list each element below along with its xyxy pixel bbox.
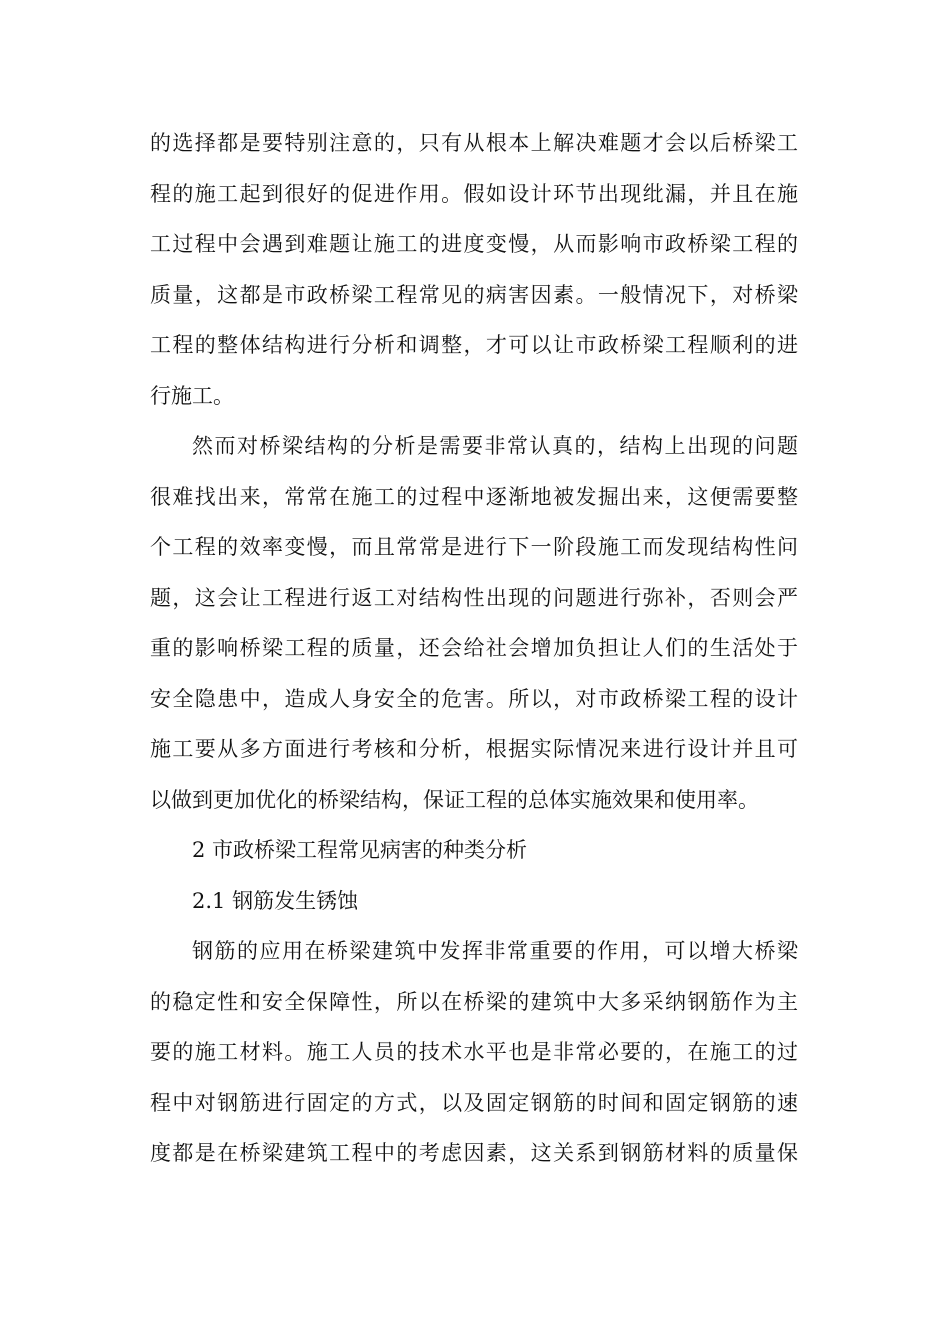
- text-line: 以做到更加优化的桥梁结构，保证工程的总体实施效果和使用率。: [150, 787, 759, 812]
- section-title: 2 市政桥梁工程常见病害的种类分析: [192, 838, 528, 862]
- text-line: 重的影响桥梁工程的质量，还会给社会增加负担让人们的生活处于: [150, 636, 798, 660]
- document-body: [150, 118, 798, 1179]
- paragraph-3: [150, 926, 798, 1179]
- text-line: 工程的整体结构进行分析和调整，才可以让市政桥梁工程顺利的进: [150, 333, 798, 357]
- section-heading: [150, 825, 798, 876]
- text-line: 个工程的效率变慢，而且常常是进行下一阶段施工而发现结构性问: [150, 535, 798, 559]
- text-line: 质量，这都是市政桥梁工程常见的病害因素。一般情况下，对桥梁: [150, 282, 798, 307]
- text-line: 行施工。: [150, 383, 234, 408]
- text-line: 题，这会让工程进行返工对结构性出现的问题进行弥补，否则会严: [150, 585, 798, 610]
- text-line: 安全隐患中，造成人身安全的危害。所以，对市政桥梁工程的设计: [150, 686, 798, 711]
- text-line: 程中对钢筋进行固定的方式，以及固定钢筋的时间和固定钢筋的速: [150, 1090, 798, 1115]
- paragraph-1: [150, 118, 798, 421]
- text-line: 工过程中会遇到难题让施工的进度变慢，从而影响市政桥梁工程的: [150, 232, 798, 256]
- text-line: 钢筋的应用在桥梁建筑中发挥非常重要的作用，可以增大桥梁: [192, 939, 798, 963]
- text-line: 要的施工材料。施工人员的技术水平也是非常必要的，在施工的过: [150, 1040, 798, 1064]
- subsection-title: 2.1 钢筋发生锈蚀: [192, 888, 359, 913]
- text-line: 程的施工起到很好的促进作用。假如设计环节出现纰漏，并且在施: [150, 181, 798, 206]
- text-line: 的稳定性和安全保障性，所以在桥梁的建筑中大多采纳钢筋作为主: [150, 989, 798, 1014]
- text-line: 度都是在桥梁建筑工程中的考虑因素，这关系到钢筋材料的质量保: [150, 1141, 798, 1165]
- subsection-heading: [150, 876, 798, 927]
- text-line: 施工要从多方面进行考核和分析，根据实际情况来进行设计并且可: [150, 737, 798, 761]
- text-line: 然而对桥梁结构的分析是需要非常认真的，结构上出现的问题: [192, 434, 798, 458]
- text-line: 的选择都是要特别注意的，只有从根本上解决难题才会以后桥梁工: [150, 131, 798, 155]
- text-line: 很难找出来，常常在施工的过程中逐渐地被发掘出来，这便需要整: [150, 484, 798, 509]
- paragraph-2: [150, 421, 798, 825]
